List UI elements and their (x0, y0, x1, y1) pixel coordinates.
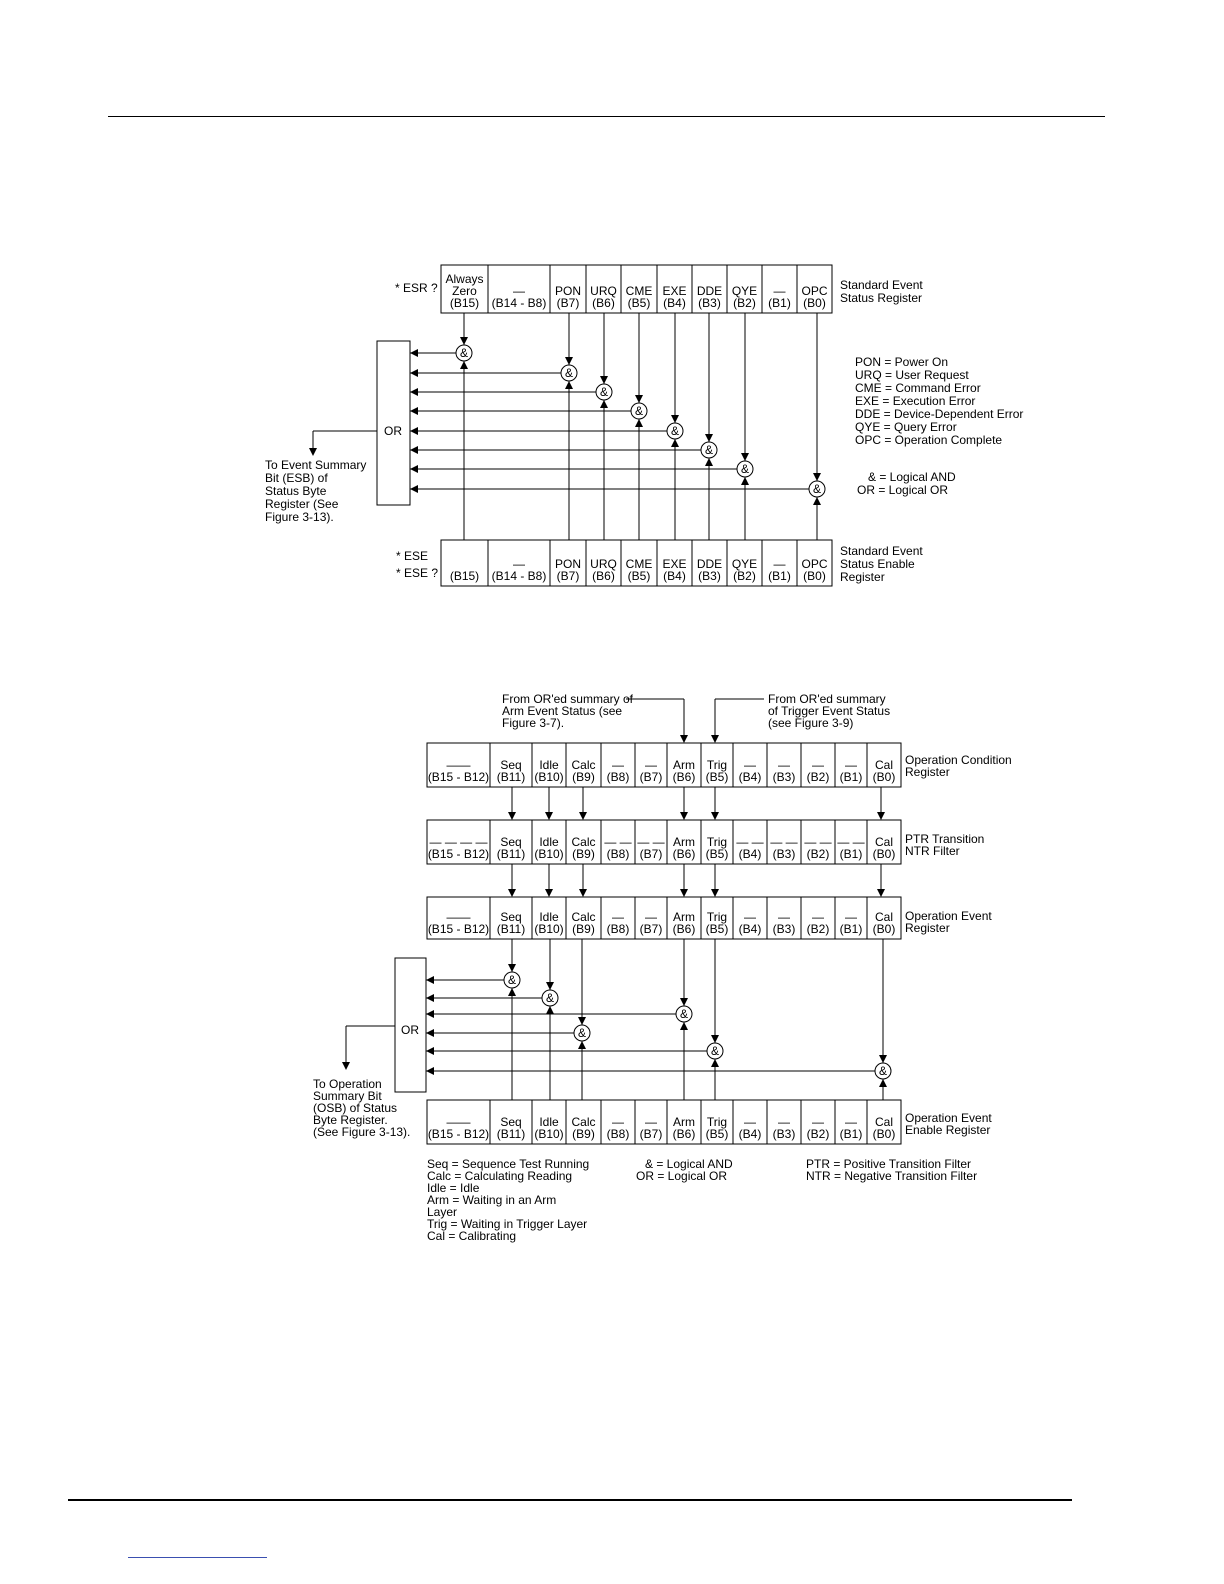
bit-legend: QYE = Query Error (855, 420, 957, 434)
arm-summary-note: Arm Event Status (see (502, 704, 623, 718)
register-cell-text: (B2) (806, 1127, 830, 1141)
register-cell-text: (B1) (839, 847, 863, 861)
trigger-summary-note: From OR'ed summary (768, 692, 886, 706)
arrow-head (426, 994, 434, 1002)
register-cell-text: — (778, 910, 790, 924)
arrow-head (579, 889, 587, 897)
register-cell-text: (B6) (672, 847, 696, 861)
register-cell-text: (B7) (639, 922, 663, 936)
register-cell-text: CME (625, 284, 653, 298)
register-cell-text: OPC (801, 557, 828, 571)
and-gate-symbol: & (545, 991, 555, 1005)
arrow-head (545, 812, 553, 820)
esr-register-name: Status Register (840, 291, 923, 305)
register-cell-text: (B3) (698, 569, 721, 583)
register-cell-text: Arm (673, 910, 695, 924)
register-cell-text: (B9) (572, 847, 595, 861)
bit-legend: Arm = Waiting in an Arm (427, 1193, 557, 1207)
arrow-head (508, 812, 516, 820)
arrow-head (680, 812, 688, 820)
arrow-head (711, 812, 719, 820)
register-cell-text: QYE (731, 557, 758, 571)
register-cell-text: (B15 - B12) (427, 1127, 490, 1141)
and-gate-symbol: & (878, 1064, 888, 1078)
register-cell-text: (B6) (592, 296, 615, 310)
bit-legend: PON = Power On (855, 355, 949, 369)
arrow-head (508, 889, 516, 897)
register-cell-text: URQ (590, 284, 617, 298)
register-cell-text: PON (554, 284, 582, 298)
register-cell-text: (B4) (738, 847, 762, 861)
filter-legend: NTR = Negative Transition Filter (806, 1169, 978, 1183)
register-cell-text: — — (837, 835, 865, 849)
register-cell-text: (B2) (733, 296, 756, 310)
bit-legend: Layer (427, 1205, 458, 1219)
register-cell-text: URQ (590, 557, 617, 571)
register-cell-text: (B0) (872, 847, 896, 861)
bit-legend: Idle = Idle (427, 1181, 480, 1195)
register-cell-text: — (513, 284, 525, 298)
arrow-head (680, 998, 688, 1006)
register-cell-text: (B11) (496, 1127, 526, 1141)
arm-summary-note: From OR'ed summary of (502, 692, 633, 706)
register-cell-text: Cal (874, 1115, 894, 1129)
arrow-head (711, 735, 719, 743)
register-cell-text: (B1) (839, 770, 863, 784)
arrow-head (342, 1062, 350, 1070)
register-cell-text: (B1) (839, 1127, 863, 1141)
register-cell-text: (B4) (738, 770, 762, 784)
logic-legend: OR = Logical OR (636, 1169, 728, 1183)
register-cell-text: — — (736, 835, 764, 849)
register-cell-text: — (612, 910, 624, 924)
and-gate-symbol: & (564, 366, 574, 380)
register-cell-text: (B10) (534, 770, 564, 784)
register-cell-text: — (845, 910, 857, 924)
register-cell-text: (B7) (639, 1127, 663, 1141)
register-cell-text: (B15 - B12) (427, 922, 490, 936)
transition-filter-name: PTR Transition (905, 832, 985, 846)
register-cell-text: — (744, 910, 756, 924)
register-cell-text: Cal (874, 758, 894, 772)
register-cell-text: — (778, 1115, 790, 1129)
register-cell-text: (B15) (449, 296, 480, 310)
register-cell-text: Seq (500, 758, 522, 772)
register-cell-text: QYE (731, 284, 758, 298)
register-cell-text: (B3) (772, 922, 796, 936)
register-cell-text: — (812, 910, 824, 924)
osb-output-note: Byte Register. (313, 1113, 388, 1127)
register-cell-text: — (812, 1115, 824, 1129)
register-cell-text: — (845, 1115, 857, 1129)
register-cell-text: (B8) (606, 770, 630, 784)
register-cell-text: (B3) (772, 770, 796, 784)
esb-output-note: To Event Summary (265, 458, 367, 472)
register-cell-text: (B15) (449, 569, 480, 583)
ese-command-label: * ESE (396, 549, 429, 563)
register-cell-text: Seq (500, 910, 522, 924)
esb-output-note: Status Byte (265, 484, 327, 498)
register-cell-text: (B10) (534, 1127, 564, 1141)
register-cell-text: Seq (500, 1115, 522, 1129)
and-gate-symbol: & (812, 482, 822, 496)
register-cell-text: — — (804, 835, 832, 849)
and-gate-symbol: & (459, 346, 469, 360)
register-cell-text: DDE (696, 284, 723, 298)
arrow-head (711, 1035, 719, 1043)
register-cell-text: — (744, 1115, 756, 1129)
register-cell-text: Seq (500, 835, 522, 849)
register-cell-text: — — (637, 835, 665, 849)
register-cell-text: — (744, 758, 756, 772)
transition-filter-name: NTR Filter (905, 844, 960, 858)
arrow-head (711, 889, 719, 897)
arrow-head (508, 988, 516, 996)
esr-query-label: * ESR ? (395, 281, 438, 295)
register-cell-text: (B6) (672, 770, 696, 784)
event-register-name: Operation Event (905, 909, 992, 923)
arrow-head (579, 812, 587, 820)
register-cell-text: Trig (706, 835, 728, 849)
register-cell-text: — (812, 758, 824, 772)
arrow-head (426, 1029, 434, 1037)
register-cell-text: PON (554, 557, 582, 571)
event-register-name: Register (905, 921, 950, 935)
register-cell-text: (B15 - B12) (427, 770, 490, 784)
condition-register-name: Register (905, 765, 950, 779)
condition-register-name: Operation Condition (905, 753, 1012, 767)
and-gate-symbol: & (577, 1026, 587, 1040)
register-cell-text: EXE (662, 284, 687, 298)
register-cell-text: Idle (539, 835, 559, 849)
register-cell-text: (B4) (663, 569, 686, 583)
register-cell-text: (B11) (496, 922, 526, 936)
arrow-head (680, 889, 688, 897)
register-cell-text: (B0) (872, 1127, 896, 1141)
logic-legend: OR = Logical OR (857, 483, 949, 497)
register-cell-text: (B8) (606, 847, 630, 861)
register-cell-text: Calc (571, 1115, 596, 1129)
and-gate-symbol: & (507, 973, 517, 987)
arrow-head (426, 976, 434, 984)
arrow-head (546, 1006, 554, 1014)
logic-legend: & = Logical AND (645, 1157, 733, 1171)
register-cell-text: (B2) (806, 770, 830, 784)
register-cell-text: (B7) (639, 847, 663, 861)
and-gate-symbol: & (740, 462, 750, 476)
register-cell-text: Idle (539, 1115, 559, 1129)
register-cell-text: Arm (673, 835, 695, 849)
arrow-head (578, 1017, 586, 1025)
register-cell-text: (B9) (572, 1127, 595, 1141)
register-cell-text: (B7) (556, 296, 580, 310)
osb-output-note: (OSB) of Status (313, 1101, 398, 1115)
osb-output-note: (See Figure 3-13). (313, 1125, 411, 1139)
register-cell-text: — (773, 284, 786, 298)
register-cell-text: (B6) (672, 922, 696, 936)
arrow-head (680, 735, 688, 743)
register-cell-text: Arm (673, 1115, 695, 1129)
register-cell-text: (B0) (803, 569, 826, 583)
register-cell-text: (B14 - B8) (491, 296, 547, 310)
arrow-head (877, 812, 885, 820)
register-cell-text: (B1) (839, 922, 863, 936)
arrow-head (545, 889, 553, 897)
register-cell-text: Trig (706, 910, 728, 924)
register-cell-text: (B2) (733, 569, 756, 583)
register-cell-text: —— (446, 758, 471, 772)
register-cell-text: (B10) (534, 922, 564, 936)
arrow-head (426, 1047, 434, 1055)
trigger-summary-note: (see Figure 3-9) (768, 716, 854, 730)
register-cell-text: Always (445, 272, 484, 286)
register-cell-text: (B0) (803, 296, 826, 310)
bit-legend: EXE = Execution Error (855, 394, 976, 408)
bit-legend: DDE = Device-Dependent Error (855, 407, 1024, 421)
bit-legend: Seq = Sequence Test Running (427, 1157, 590, 1171)
register-cell-text: (B3) (772, 1127, 796, 1141)
arrow-head (680, 1022, 688, 1030)
or-gate-label: OR (384, 424, 402, 438)
register-cell-text: (B4) (738, 922, 762, 936)
register-cell-text: (B7) (639, 770, 663, 784)
and-gate-symbol: & (679, 1007, 689, 1021)
register-cell-text: Arm (673, 758, 695, 772)
osb-output-note: To Operation (313, 1077, 382, 1091)
and-gate-symbol: & (710, 1044, 720, 1058)
register-cell-text: (B7) (556, 569, 580, 583)
ese-register-name: Status Enable (840, 557, 915, 571)
register-cell-text: CME (625, 557, 653, 571)
register-cell-text: — — (770, 835, 798, 849)
register-cell-text: Cal (874, 835, 894, 849)
arrow-head (879, 1079, 887, 1087)
arrow-head (426, 1067, 434, 1075)
osb-output-note: Summary Bit (313, 1089, 382, 1103)
register-cell-text: (B2) (806, 847, 830, 861)
register-cell-text: — — (604, 835, 632, 849)
register-cell-text: (B5) (627, 569, 651, 583)
register-cell-text: — (845, 758, 857, 772)
and-gate-symbol: & (599, 385, 609, 399)
register-cell-text: (B2) (806, 922, 830, 936)
ese-register-name: Standard Event (840, 544, 923, 558)
register-cell-text: —— (446, 1115, 471, 1129)
register-cell-text: Trig (706, 758, 728, 772)
register-cell-text: Zero (452, 284, 477, 298)
register-cell-text: (B1) (768, 296, 791, 310)
register-cell-text: (B5) (627, 296, 651, 310)
bit-legend: Trig = Waiting in Trigger Layer (427, 1217, 588, 1231)
bit-legend: CME = Command Error (855, 381, 981, 395)
and-gate-symbol: & (670, 424, 680, 438)
register-cell-text: (B6) (672, 1127, 696, 1141)
register-cell-text: — (513, 557, 525, 571)
register-cell-text: Idle (539, 758, 559, 772)
register-cell-text: (B9) (572, 922, 595, 936)
register-cell-text: (B15 - B12) (427, 847, 490, 861)
register-cell-text: DDE (696, 557, 723, 571)
register-cell-text: EXE (662, 557, 687, 571)
and-gate-symbol: & (634, 404, 644, 418)
register-cell-text: — (612, 758, 624, 772)
register-cell-text: (B9) (572, 770, 595, 784)
arrow-head (508, 964, 516, 972)
register-cell-text: —— (446, 910, 471, 924)
register-cell-text: (B14 - B8) (491, 569, 547, 583)
register-cell-text: Trig (706, 1115, 728, 1129)
enable-register-name: Operation Event (905, 1111, 992, 1125)
register-cell-text: — (773, 557, 786, 571)
register-cell-text: — — — — (429, 835, 488, 849)
register-cell-text: Calc (571, 910, 596, 924)
arrow-head (711, 1059, 719, 1067)
register-cell-text: Cal (874, 910, 894, 924)
register-cell-text: (B0) (872, 770, 896, 784)
register-cell-text: (B11) (496, 847, 526, 861)
and-gate-symbol: & (704, 443, 714, 457)
bit-legend: Calc = Calculating Reading (427, 1169, 573, 1183)
bit-legend: URQ = User Request (855, 368, 969, 382)
bit-legend: OPC = Operation Complete (855, 433, 1003, 447)
arrow-head (578, 1041, 586, 1049)
esr-register-name: Standard Event (840, 278, 923, 292)
register-cell-text: (B5) (705, 1127, 729, 1141)
bit-legend: Cal = Calibrating (427, 1229, 517, 1243)
esb-output-note: Register (See (265, 497, 339, 511)
register-cell-text: (B4) (663, 296, 686, 310)
register-cell-text: Calc (571, 835, 596, 849)
enable-register-name: Enable Register (905, 1123, 991, 1137)
register-cell-text: (B8) (606, 922, 630, 936)
esb-output-note: Figure 3-13). (265, 510, 334, 524)
ese-command-label: * ESE ? (396, 566, 439, 580)
register-cell-text: (B5) (705, 922, 729, 936)
register-cell-text: (B11) (496, 770, 526, 784)
register-cell-text: — (645, 910, 657, 924)
register-cell-text: (B10) (534, 847, 564, 861)
trigger-summary-note: of Trigger Event Status (768, 704, 891, 718)
register-cell-text: Calc (571, 758, 596, 772)
register-cell-text: (B4) (738, 1127, 762, 1141)
register-cell-text: (B6) (592, 569, 615, 583)
arrow-head (877, 889, 885, 897)
register-cell-text: (B0) (872, 922, 896, 936)
register-cell-text: OPC (801, 284, 828, 298)
register-cell-text: — (645, 1115, 657, 1129)
register-cell-text: (B5) (705, 770, 729, 784)
register-cell-text: — (645, 758, 657, 772)
logic-legend: & = Logical AND (868, 470, 956, 484)
arrow-head (879, 1055, 887, 1063)
register-cell-text: (B3) (698, 296, 721, 310)
arm-summary-note: Figure 3-7). (502, 716, 565, 730)
register-cell-text: (B8) (606, 1127, 630, 1141)
register-cell-text: (B1) (768, 569, 791, 583)
ese-register-name: Register (840, 570, 885, 584)
register-cell-text: (B3) (772, 847, 796, 861)
filter-legend: PTR = Positive Transition Filter (806, 1157, 972, 1171)
register-cell-text: (B5) (705, 847, 729, 861)
or-gate-label: OR (401, 1023, 419, 1037)
register-cell-text: — (778, 758, 790, 772)
register-cell-text: — (612, 1115, 624, 1129)
esb-output-note: Bit (ESB) of (265, 471, 328, 485)
arrow-head (546, 982, 554, 990)
register-cell-text: Idle (539, 910, 559, 924)
arrow-head (426, 1010, 434, 1018)
